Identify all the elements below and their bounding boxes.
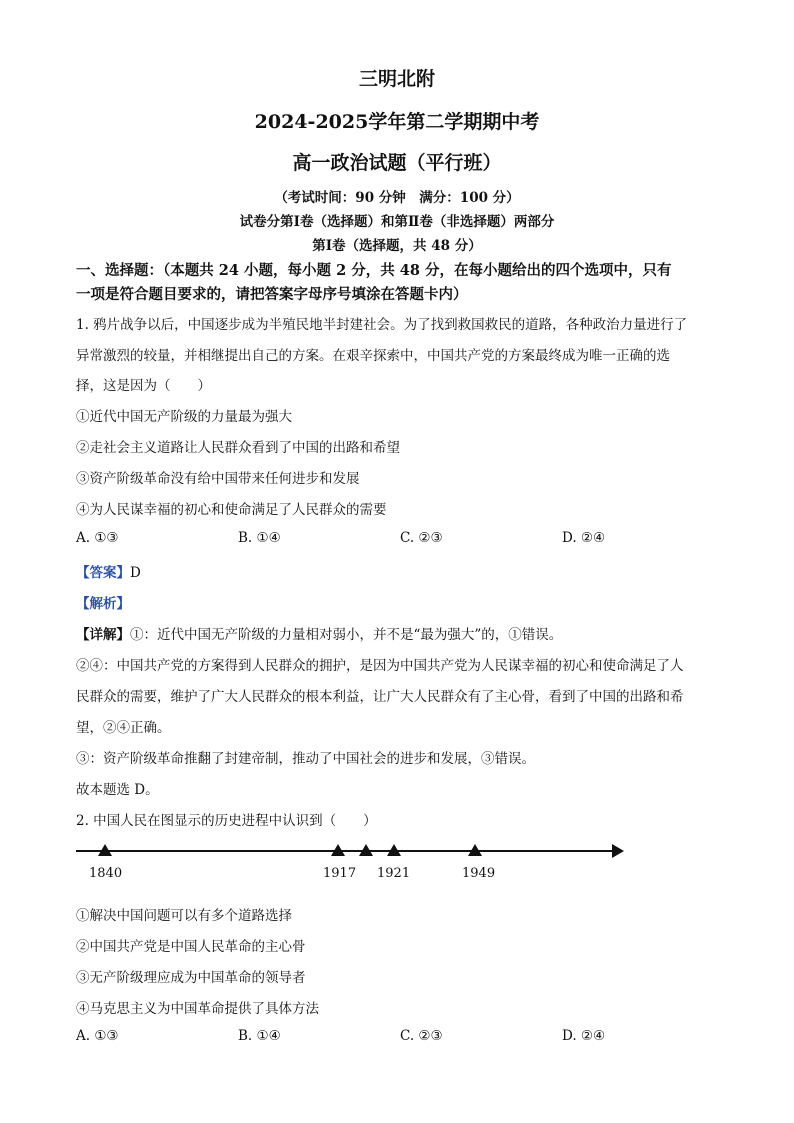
q1-detail-line5: ③：资产阶级革命推翻了封建帝制，推动了中国社会的进步和发展，③错误。 — [76, 751, 535, 767]
q1-option-c: C. ②③ — [400, 530, 443, 546]
analysis-label: 【解析】 — [76, 596, 130, 612]
detail-label: 【详解】 — [76, 627, 130, 643]
q1-detail-line6: 故本题选 D。 — [76, 782, 159, 798]
q2-stem: 2. 中国人民在图显示的历史进程中认识到（ ） — [76, 813, 377, 829]
q1-option-b: B. ①④ — [238, 530, 281, 546]
q1-option-a: A. ①③ — [76, 530, 119, 546]
history-timeline — [74, 840, 630, 864]
detail-text-1: ①：近代中国无产阶级的力量相对弱小，并不是“最为强大”的，①错误。 — [130, 627, 563, 643]
q1-stem-line1: 1. 鸦片战争以后，中国逐步成为半殖民地半封建社会。为了找到救国救民的道路，各种政治力量进行了 — [76, 317, 688, 333]
exam-time-score: （考试时间：90 分钟 满分：100 分） — [274, 190, 520, 206]
timeline-year-1921: 1921 — [377, 866, 411, 881]
q1-analysis — [76, 592, 130, 612]
q1-statement-2: ②走社会主义道路让人民群众看到了中国的出路和希望 — [76, 440, 400, 456]
q1-answer — [76, 561, 141, 581]
exam-parts: 试卷分第Ⅰ卷（选择题）和第Ⅱ卷（非选择题）两部分 — [239, 214, 555, 230]
exam-term: 2024-2025学年第二学期期中考 — [254, 111, 540, 133]
q1-statement-3: ③资产阶级革命没有给中国带来任何进步和发展 — [76, 471, 360, 487]
school-name: 三明北附 — [358, 68, 435, 90]
answer-value: D — [130, 565, 141, 581]
q1-detail-line2: ②④：中国共产党的方案得到人民群众的拥护，是因为中国共产党为人民谋幸福的初心和使命满足了人 — [76, 658, 684, 674]
q1-stem-line3: 择，这是因为（ ） — [76, 378, 211, 394]
exam-title: 高一政治试题（平行班） — [292, 152, 502, 174]
timeline-year-1917: 1917 — [323, 866, 357, 881]
q1-detail-line3: 民群众的需要，维护了广大人民群众的根本利益，让广大人民群众有了主心骨，看到了中国的出路和希 — [76, 689, 684, 705]
q1-option-d: D. ②④ — [562, 530, 606, 546]
q2-statement-2: ②中国共产党是中国人民革命的主心骨 — [76, 939, 306, 955]
q1-detail-line4: 望，②④正确。 — [76, 720, 171, 736]
q2-statement-1: ①解决中国问题可以有多个道路选择 — [76, 908, 292, 924]
part1-heading: 第Ⅰ卷（选择题，共 48 分） — [312, 238, 482, 254]
timeline-year-1949: 1949 — [462, 866, 496, 881]
q2-statement-4: ④马克思主义为中国革命提供了具体方法 — [76, 1001, 319, 1017]
q1-stem-line2: 异常激烈的较量，并相继提出自己的方案。在艰辛探索中，中国共产党的方案最终成为唯一正确的选 — [76, 348, 670, 364]
q2-option-d: D. ②④ — [562, 1028, 606, 1044]
section-instruction-line1: 一、选择题：（本题共 24 小题，每小题 2 分，共 48 分，在每小题给出的四个选项中，只有 — [76, 262, 672, 279]
timeline-arrow-head — [612, 844, 624, 858]
q1-detail-line1 — [76, 623, 562, 643]
q1-statement-1: ①近代中国无产阶级的力量最为强大 — [76, 409, 292, 425]
q2-statement-3: ③无产阶级理应成为中国革命的领导者 — [76, 970, 306, 986]
q2-option-b: B. ①④ — [238, 1028, 281, 1044]
timeline-year-1840: 1840 — [89, 866, 123, 881]
q2-option-c: C. ②③ — [400, 1028, 443, 1044]
section-instruction-line2: 一项是符合题目要求的，请把答案字母序号填涂在答题卡内） — [76, 286, 468, 303]
q1-statement-4: ④为人民谋幸福的初心和使命满足了人民群众的需要 — [76, 502, 387, 518]
answer-label: 【答案】 — [76, 565, 130, 581]
q2-option-a: A. ①③ — [76, 1028, 119, 1044]
